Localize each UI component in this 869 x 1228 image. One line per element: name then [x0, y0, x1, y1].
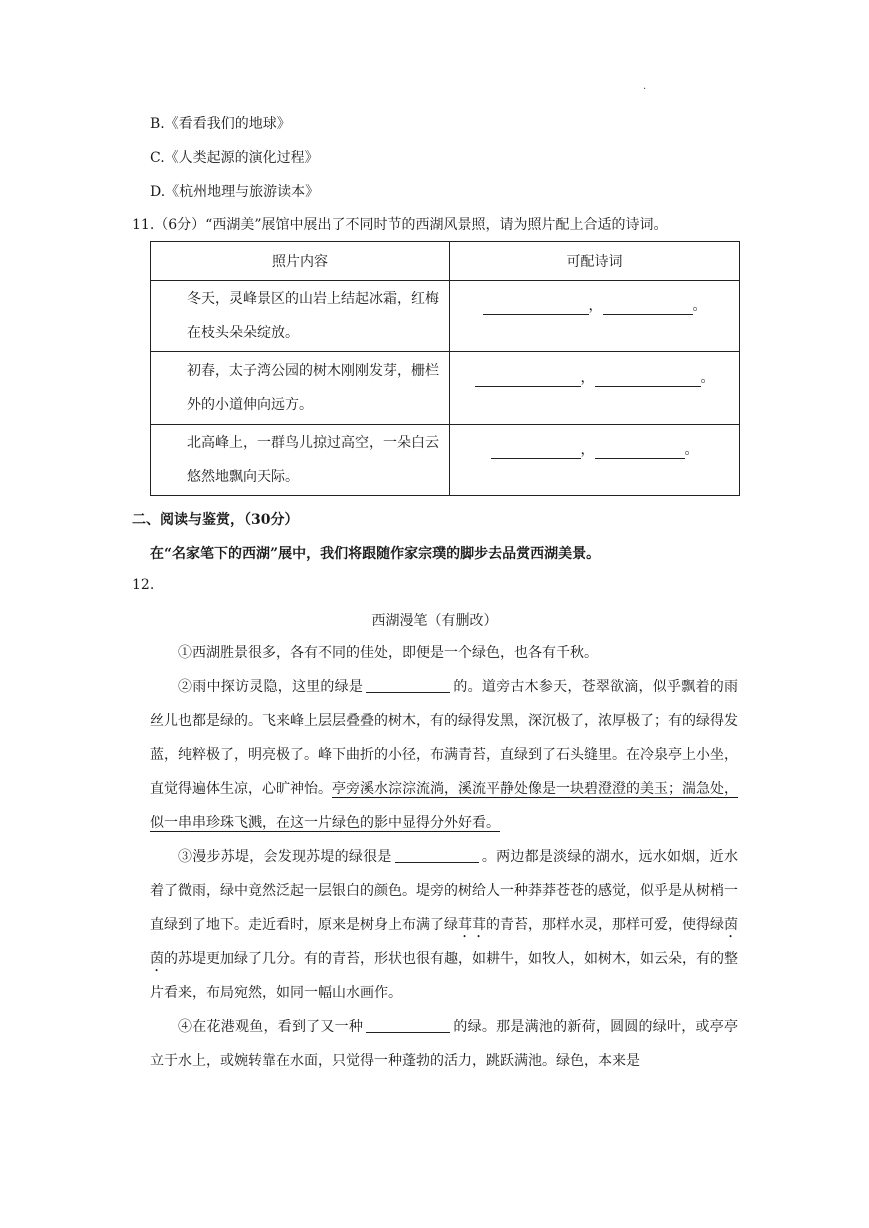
paragraph-3: ③漫步苏堤，会发现苏堤的绿很是 。两边都是淡绿的湖水，远水如烟，近水着了微雨，绿中竟然泛起一层银白的颜色。堤旁的树给人一种莽莽苍苍的感觉，似乎是从树梢一直绿到了地下。走近看时，原来是树身上布满了绿茸茸的青苔，那样水灵，那样可爱，使得绿茵茵的苏堤更加绿了几分。有的青苔，形状也很有趣，如耕牛，如牧人，如树木，如云朵，有的整片看来，布局宛然，如同一幅山水画作。: [150, 840, 738, 1010]
page-mark: ·: [643, 84, 647, 95]
table-header-photo: 照片内容: [151, 242, 450, 281]
option-b: B.《看看我们的地球》: [150, 116, 291, 132]
table-row: [151, 281, 740, 352]
answer-blank[interactable]: [595, 442, 685, 459]
photo-content: 北高峰上，一群鸟儿掠过高空，一朵白云悠然地飘向天际。: [187, 435, 439, 485]
question-11-prompt: 11.（6分）“西湖美”展馆中展出了不同时节的西湖风景照，请为照片配上合适的诗词。: [132, 217, 668, 233]
paragraph-4: ④在花港观鱼，看到了又一种 的绿。那是满池的新荷，圆圆的绿叶，或亭亭立于水上，或婉转靠在水面，只觉得一种蓬勃的活力，跳跃满池。绿色，本来是: [150, 1010, 738, 1078]
emphasized-word: 茸茸: [458, 917, 486, 933]
answer-blank[interactable]: [366, 1016, 450, 1033]
answer-blank[interactable]: [483, 298, 589, 315]
section-heading: 二、阅读与鉴赏，（30分）: [132, 512, 299, 528]
table-row: [151, 425, 740, 496]
paragraph-2: ②雨中探访灵隐，这里的绿是 的。道旁古木参天，苍翠欲滴，似乎飘着的雨丝儿也都是绿的。飞来峰上层层叠叠的树木，有的绿得发黑，深沉极了，浓厚极了；有的绿得发蓝，纯粹极了，明亮极了。峰下曲折的小径，布满青苔，直绿到了石头缝里。在冷泉亭上小坐，直觉得遍体生凉，心旷神怡。亭旁溪水淙淙流淌，溪流平静处像是一块碧澄澄的美玉；湍急处，似一串串珍珠飞溅，在这一片绿色的影中显得分外好看。: [150, 670, 738, 840]
comma: ，: [580, 370, 595, 386]
article-body: [150, 636, 738, 1078]
photo-poem-table: [150, 241, 740, 496]
answer-blank[interactable]: [603, 298, 693, 315]
paragraph-1: ①西湖胜景很多，各有不同的佳处，即便是一个绿色，也各有千秋。: [178, 645, 598, 661]
period: 。: [684, 442, 699, 458]
photo-content: 初春，太子湾公园的树木刚刚发芽，栅栏外的小道伸向远方。: [187, 363, 439, 413]
photo-content: 冬天，灵峰景区的山岩上结起冰霜，红梅在枝头朵朵绽放。: [187, 291, 439, 341]
option-d: D.《杭州地理与旅游读本》: [150, 184, 320, 200]
emphasized-word: 茵茵: [150, 917, 738, 967]
table-header-poem: 可配诗词: [450, 242, 740, 281]
answer-blank[interactable]: [595, 370, 701, 387]
period: 。: [700, 370, 715, 386]
comma: ，: [580, 442, 595, 458]
period: 。: [692, 298, 707, 314]
answer-blank[interactable]: [366, 676, 450, 693]
answer-blank[interactable]: [395, 846, 479, 863]
option-c: C.《人类起源的演化过程》: [150, 150, 319, 166]
section-intro: 在“名家笔下的西湖”展中，我们将跟随作家宗璞的脚步去品赏西湖美景。: [150, 546, 601, 562]
answer-blank[interactable]: [475, 370, 581, 387]
article-title: 西湖漫笔（有删改）: [371, 613, 498, 629]
table-row: [151, 352, 740, 425]
comma: ，: [588, 298, 603, 314]
answer-blank[interactable]: [491, 442, 581, 459]
question-12-number: 12.: [132, 577, 155, 593]
underlined-sentence: 亭旁溪水淙淙流淌，溪流平静处像是一块碧澄澄的美玉；湍急处，似一串串珍珠飞溅，在这一片绿色的影中显得分外好看。: [150, 781, 738, 831]
